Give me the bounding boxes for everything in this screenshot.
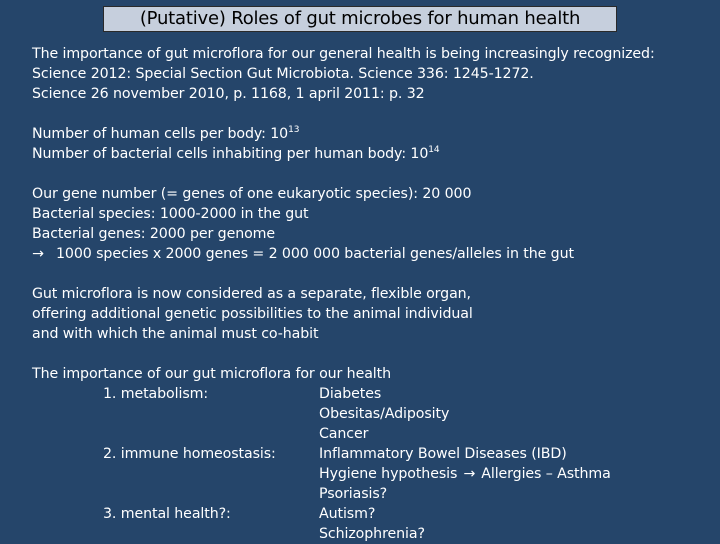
roles-row <box>32 524 708 544</box>
human-cells-exponent: 13 <box>288 125 300 135</box>
condition-item: Cancer <box>319 426 369 442</box>
intro-line: Science 26 november 2010, p. 1168, 1 april 2011: p. 32 <box>32 86 425 102</box>
allergies-text: Allergies – Asthma <box>481 466 611 482</box>
hygiene-text: Hygiene hypothesis <box>319 466 458 482</box>
roles-heading: The importance of our gut microflora for our health <box>32 366 391 382</box>
organ-line: Gut microflora is now considered as a separate, flexible organ, <box>32 286 471 302</box>
roles-section <box>32 364 708 544</box>
bacterial-cells-text: Number of bacterial cells inhabiting per human body: 10 <box>32 146 429 162</box>
slide-title: (Putative) Roles of gut microbes for human health <box>139 8 581 29</box>
cell-count-paragraph <box>32 124 708 164</box>
organ-line: and with which the animal must co-habit <box>32 326 319 342</box>
category-mental-health: 3. mental health?: <box>103 506 231 522</box>
condition-item: Inflammatory Bowel Diseases (IBD) <box>319 446 567 462</box>
human-cells-text: Number of human cells per body: 10 <box>32 126 289 142</box>
gene-line: Bacterial genes: 2000 per genome <box>32 226 276 242</box>
gene-total-text: 1000 species x 2000 genes = 2 000 000 bacterial genes/alleles in the gut <box>56 246 574 262</box>
roles-row <box>32 424 708 444</box>
condition-item: Autism? <box>319 506 376 522</box>
roles-row <box>32 404 708 424</box>
condition-item: Diabetes <box>319 386 382 402</box>
arrow-right-icon: → <box>463 466 476 482</box>
roles-row <box>32 444 708 464</box>
gene-paragraph <box>32 184 708 264</box>
condition-item: Obesitas/Adiposity <box>319 406 450 422</box>
bacterial-cells-exponent: 14 <box>428 145 440 155</box>
organ-line: offering additional genetic possibilities to the animal individual <box>32 306 473 322</box>
roles-row <box>32 504 708 524</box>
human-cells-line <box>32 124 708 144</box>
arrow-right-icon: → <box>32 246 44 262</box>
category-metabolism: 1. metabolism: <box>103 386 209 402</box>
condition-item-hygiene <box>319 464 611 484</box>
roles-row <box>32 384 708 404</box>
roles-row <box>32 464 708 484</box>
category-immune: 2. immune homeostasis: <box>103 446 276 462</box>
organ-paragraph <box>32 284 708 344</box>
bacterial-cells-line <box>32 144 708 164</box>
intro-line: The importance of gut microflora for our general health is being increasingly recognized: <box>32 46 655 62</box>
condition-item: Schizophrenia? <box>319 526 425 542</box>
gene-line: Our gene number (= genes of one eukaryotic species): 20 000 <box>32 186 472 202</box>
intro-line: Science 2012: Special Section Gut Microbiota. Science 336: 1245-1272. <box>32 66 534 82</box>
gene-total-line <box>32 244 708 264</box>
gene-line: Bacterial species: 1000-2000 in the gut <box>32 206 309 222</box>
roles-row <box>32 484 708 504</box>
slide-content <box>32 44 708 544</box>
slide-title-box <box>103 6 617 32</box>
condition-item: Psoriasis? <box>319 486 388 502</box>
intro-paragraph <box>32 44 708 104</box>
